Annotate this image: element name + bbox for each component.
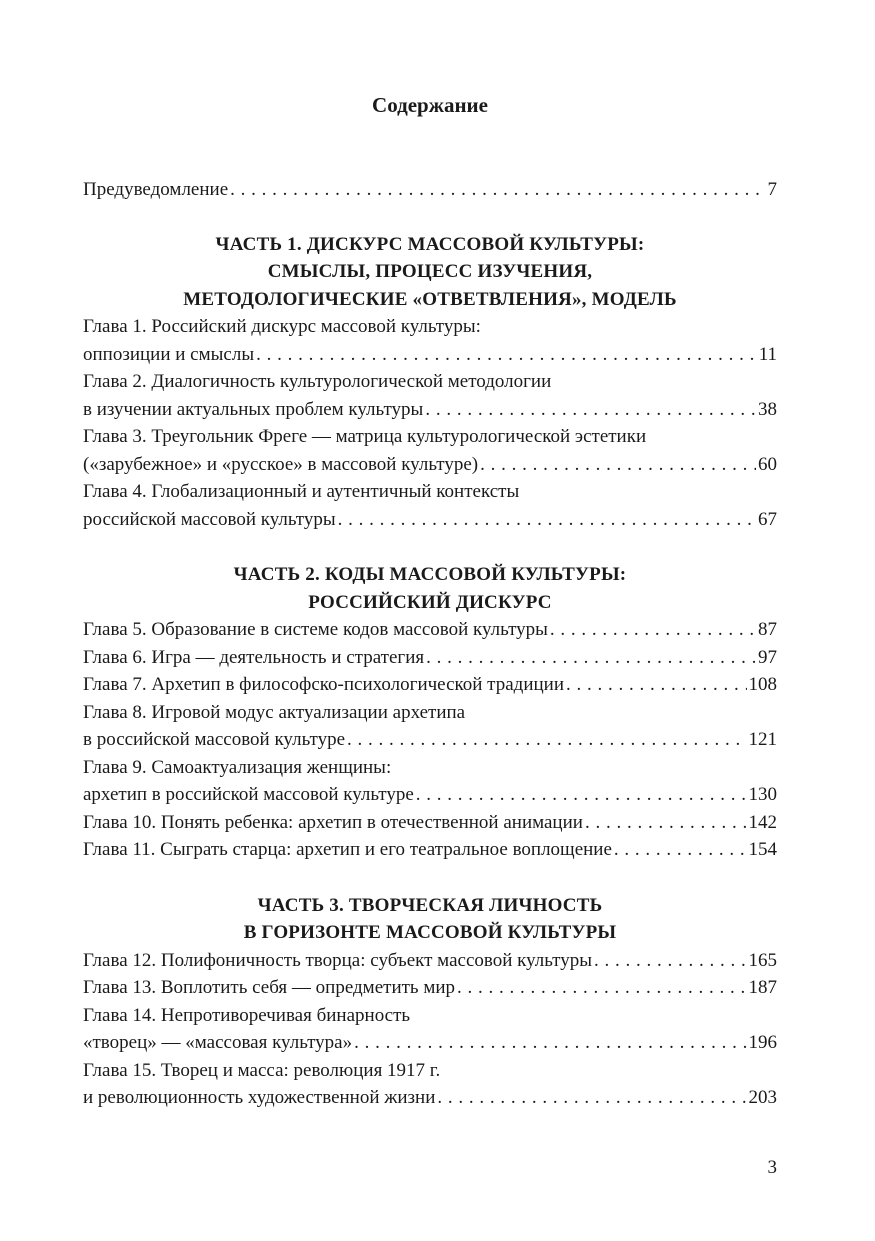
toc-entry-ch8[interactable] bbox=[83, 726, 777, 754]
entry-page: 165 bbox=[748, 949, 777, 971]
entry-text: Глава 12. Полифоничность творца: субъект массовой культуры bbox=[83, 949, 593, 971]
entry-text: архетип в российской массовой культуре bbox=[83, 784, 414, 805]
toc-entry-ch1-title[interactable]: Глава 1. Российский дискурс массовой культуры: bbox=[83, 316, 481, 337]
dot-leader bbox=[457, 974, 746, 1002]
entry-text: Глава 11. Сыграть старца: архетип и его театральное воплощение bbox=[83, 839, 612, 860]
toc-entry-ch15-title[interactable]: Глава 15. Творец и масса: революция 1917 г. bbox=[83, 1059, 441, 1081]
entry-page: 11 bbox=[758, 343, 777, 365]
entry-text: Глава 5. Образование в системе кодов массовой культуры bbox=[83, 619, 548, 640]
toc-entry-ch14-title[interactable]: Глава 14. Непротиворечивая бинарность bbox=[83, 1004, 411, 1026]
toc-entry-ch4-title[interactable]: Глава 4. Глобализационный и аутентичный контексты bbox=[83, 481, 520, 502]
entry-page: 87 bbox=[758, 619, 777, 640]
entry-page: 38 bbox=[758, 398, 777, 420]
dot-leader bbox=[347, 726, 746, 754]
entry-text: в изучении актуальных проблем культуры bbox=[83, 398, 424, 420]
toc-entry-ch15[interactable] bbox=[83, 1084, 777, 1112]
dot-leader bbox=[550, 616, 756, 644]
entry-text: в российской массовой культуре bbox=[83, 729, 346, 750]
dot-leader bbox=[354, 1029, 746, 1057]
toc-entry-ch12[interactable] bbox=[83, 947, 777, 975]
entry-page: 154 bbox=[748, 839, 777, 860]
toc-entry-ch13[interactable] bbox=[83, 974, 777, 1002]
entry-page: 187 bbox=[748, 977, 777, 998]
toc-entry-ch9-title[interactable]: Глава 9. Самоактуализация женщины: bbox=[83, 756, 392, 778]
part-heading-line: ЧАСТЬ 2. КОДЫ МАССОВОЙ КУЛЬТУРЫ: bbox=[233, 564, 627, 585]
entry-page: 108 bbox=[748, 674, 777, 695]
toc-entry-ch2[interactable] bbox=[83, 396, 777, 424]
entry-text: Глава 6. Игра — деятельность и стратегия bbox=[83, 646, 425, 668]
entry-text: российской массовой культуры bbox=[83, 508, 336, 530]
entry-page: 203 bbox=[748, 1087, 777, 1108]
toc-entry-ch6[interactable] bbox=[83, 644, 777, 672]
part-heading-line: В ГОРИЗОНТЕ МАССОВОЙ КУЛЬТУРЫ bbox=[243, 922, 617, 943]
entry-page: 67 bbox=[758, 508, 777, 530]
part-heading-line: ЧАСТЬ 1. ДИСКУРС МАССОВОЙ КУЛЬТУРЫ: bbox=[215, 233, 645, 255]
spacer bbox=[83, 533, 777, 561]
toc-entry-ch2-title[interactable]: Глава 2. Диалогичность культурологической методологии bbox=[83, 371, 552, 392]
part-heading-line: СМЫСЛЫ, ПРОЦЕСС ИЗУЧЕНИЯ, bbox=[267, 261, 593, 282]
entry-page: 7 bbox=[767, 179, 777, 200]
toc-entry-ch8-title[interactable]: Глава 8. Игровой модус актуализации архетипа bbox=[83, 701, 466, 723]
toc-entry-ch14[interactable] bbox=[83, 1029, 777, 1057]
part-heading-line: МЕТОДОЛОГИЧЕСКИЕ «ОТВЕТВЛЕНИЯ», МОДЕЛЬ bbox=[183, 288, 677, 310]
toc-entry-ch10[interactable] bbox=[83, 809, 777, 837]
toc-entry-ch3[interactable] bbox=[83, 451, 777, 479]
entry-text: Предуведомление bbox=[83, 179, 229, 200]
dot-leader bbox=[585, 809, 747, 837]
dot-leader bbox=[256, 341, 757, 369]
entry-page: 60 bbox=[758, 453, 777, 475]
dot-leader bbox=[338, 506, 756, 534]
entry-page: 196 bbox=[748, 1032, 777, 1053]
spacer bbox=[83, 864, 777, 892]
toc-entry-ch3-title[interactable]: Глава 3. Треугольник Фреге — матрица культурологической эстетики bbox=[83, 426, 647, 447]
entry-text: и революционность художественной жизни bbox=[83, 1087, 436, 1108]
dot-leader bbox=[230, 176, 765, 204]
page-title: Содержание bbox=[372, 93, 488, 117]
entry-text: Глава 10. Понять ребенка: архетип в отечественной анимации bbox=[83, 811, 583, 833]
entry-text: «творец» — «массовая культура» bbox=[83, 1032, 353, 1053]
part-3-heading bbox=[83, 892, 777, 947]
toc-entry-intro[interactable] bbox=[83, 176, 777, 204]
entry-text: Глава 13. Воплотить себя — опредметить мир bbox=[83, 977, 456, 998]
page bbox=[83, 0, 777, 1241]
dot-leader bbox=[614, 836, 747, 864]
dot-leader bbox=[416, 781, 747, 809]
page-number: 3 bbox=[767, 1157, 777, 1178]
entry-text: Глава 7. Архетип в философско-психологической традиции bbox=[83, 674, 564, 695]
toc-entry-ch4[interactable] bbox=[83, 506, 777, 534]
dot-leader bbox=[437, 1084, 746, 1112]
part-heading-line: РОССИЙСКИЙ ДИСКУРС bbox=[308, 591, 552, 613]
dot-leader bbox=[566, 671, 747, 699]
dot-leader bbox=[480, 451, 756, 479]
part-1-heading bbox=[83, 231, 777, 314]
part-2-heading bbox=[83, 561, 777, 616]
entry-page: 142 bbox=[748, 811, 777, 833]
dot-leader bbox=[594, 947, 746, 975]
toc-entry-ch11[interactable] bbox=[83, 836, 777, 864]
toc-entry-ch1[interactable] bbox=[83, 341, 777, 369]
toc-entry-ch7[interactable] bbox=[83, 671, 777, 699]
dot-leader bbox=[425, 396, 756, 424]
table-of-contents bbox=[83, 176, 777, 1112]
entry-text: оппозиции и смыслы bbox=[83, 343, 255, 365]
entry-page: 97 bbox=[758, 646, 777, 668]
entry-text: («зарубежное» и «русское» в массовой культуре) bbox=[83, 453, 479, 475]
toc-entry-ch5[interactable] bbox=[83, 616, 777, 644]
entry-page: 121 bbox=[748, 729, 777, 750]
dot-leader bbox=[426, 644, 756, 672]
spacer bbox=[83, 204, 777, 231]
entry-page: 130 bbox=[748, 784, 777, 805]
part-heading-line: ЧАСТЬ 3. ТВОРЧЕСКАЯ ЛИЧНОСТЬ bbox=[257, 894, 603, 916]
toc-entry-ch9[interactable] bbox=[83, 781, 777, 809]
